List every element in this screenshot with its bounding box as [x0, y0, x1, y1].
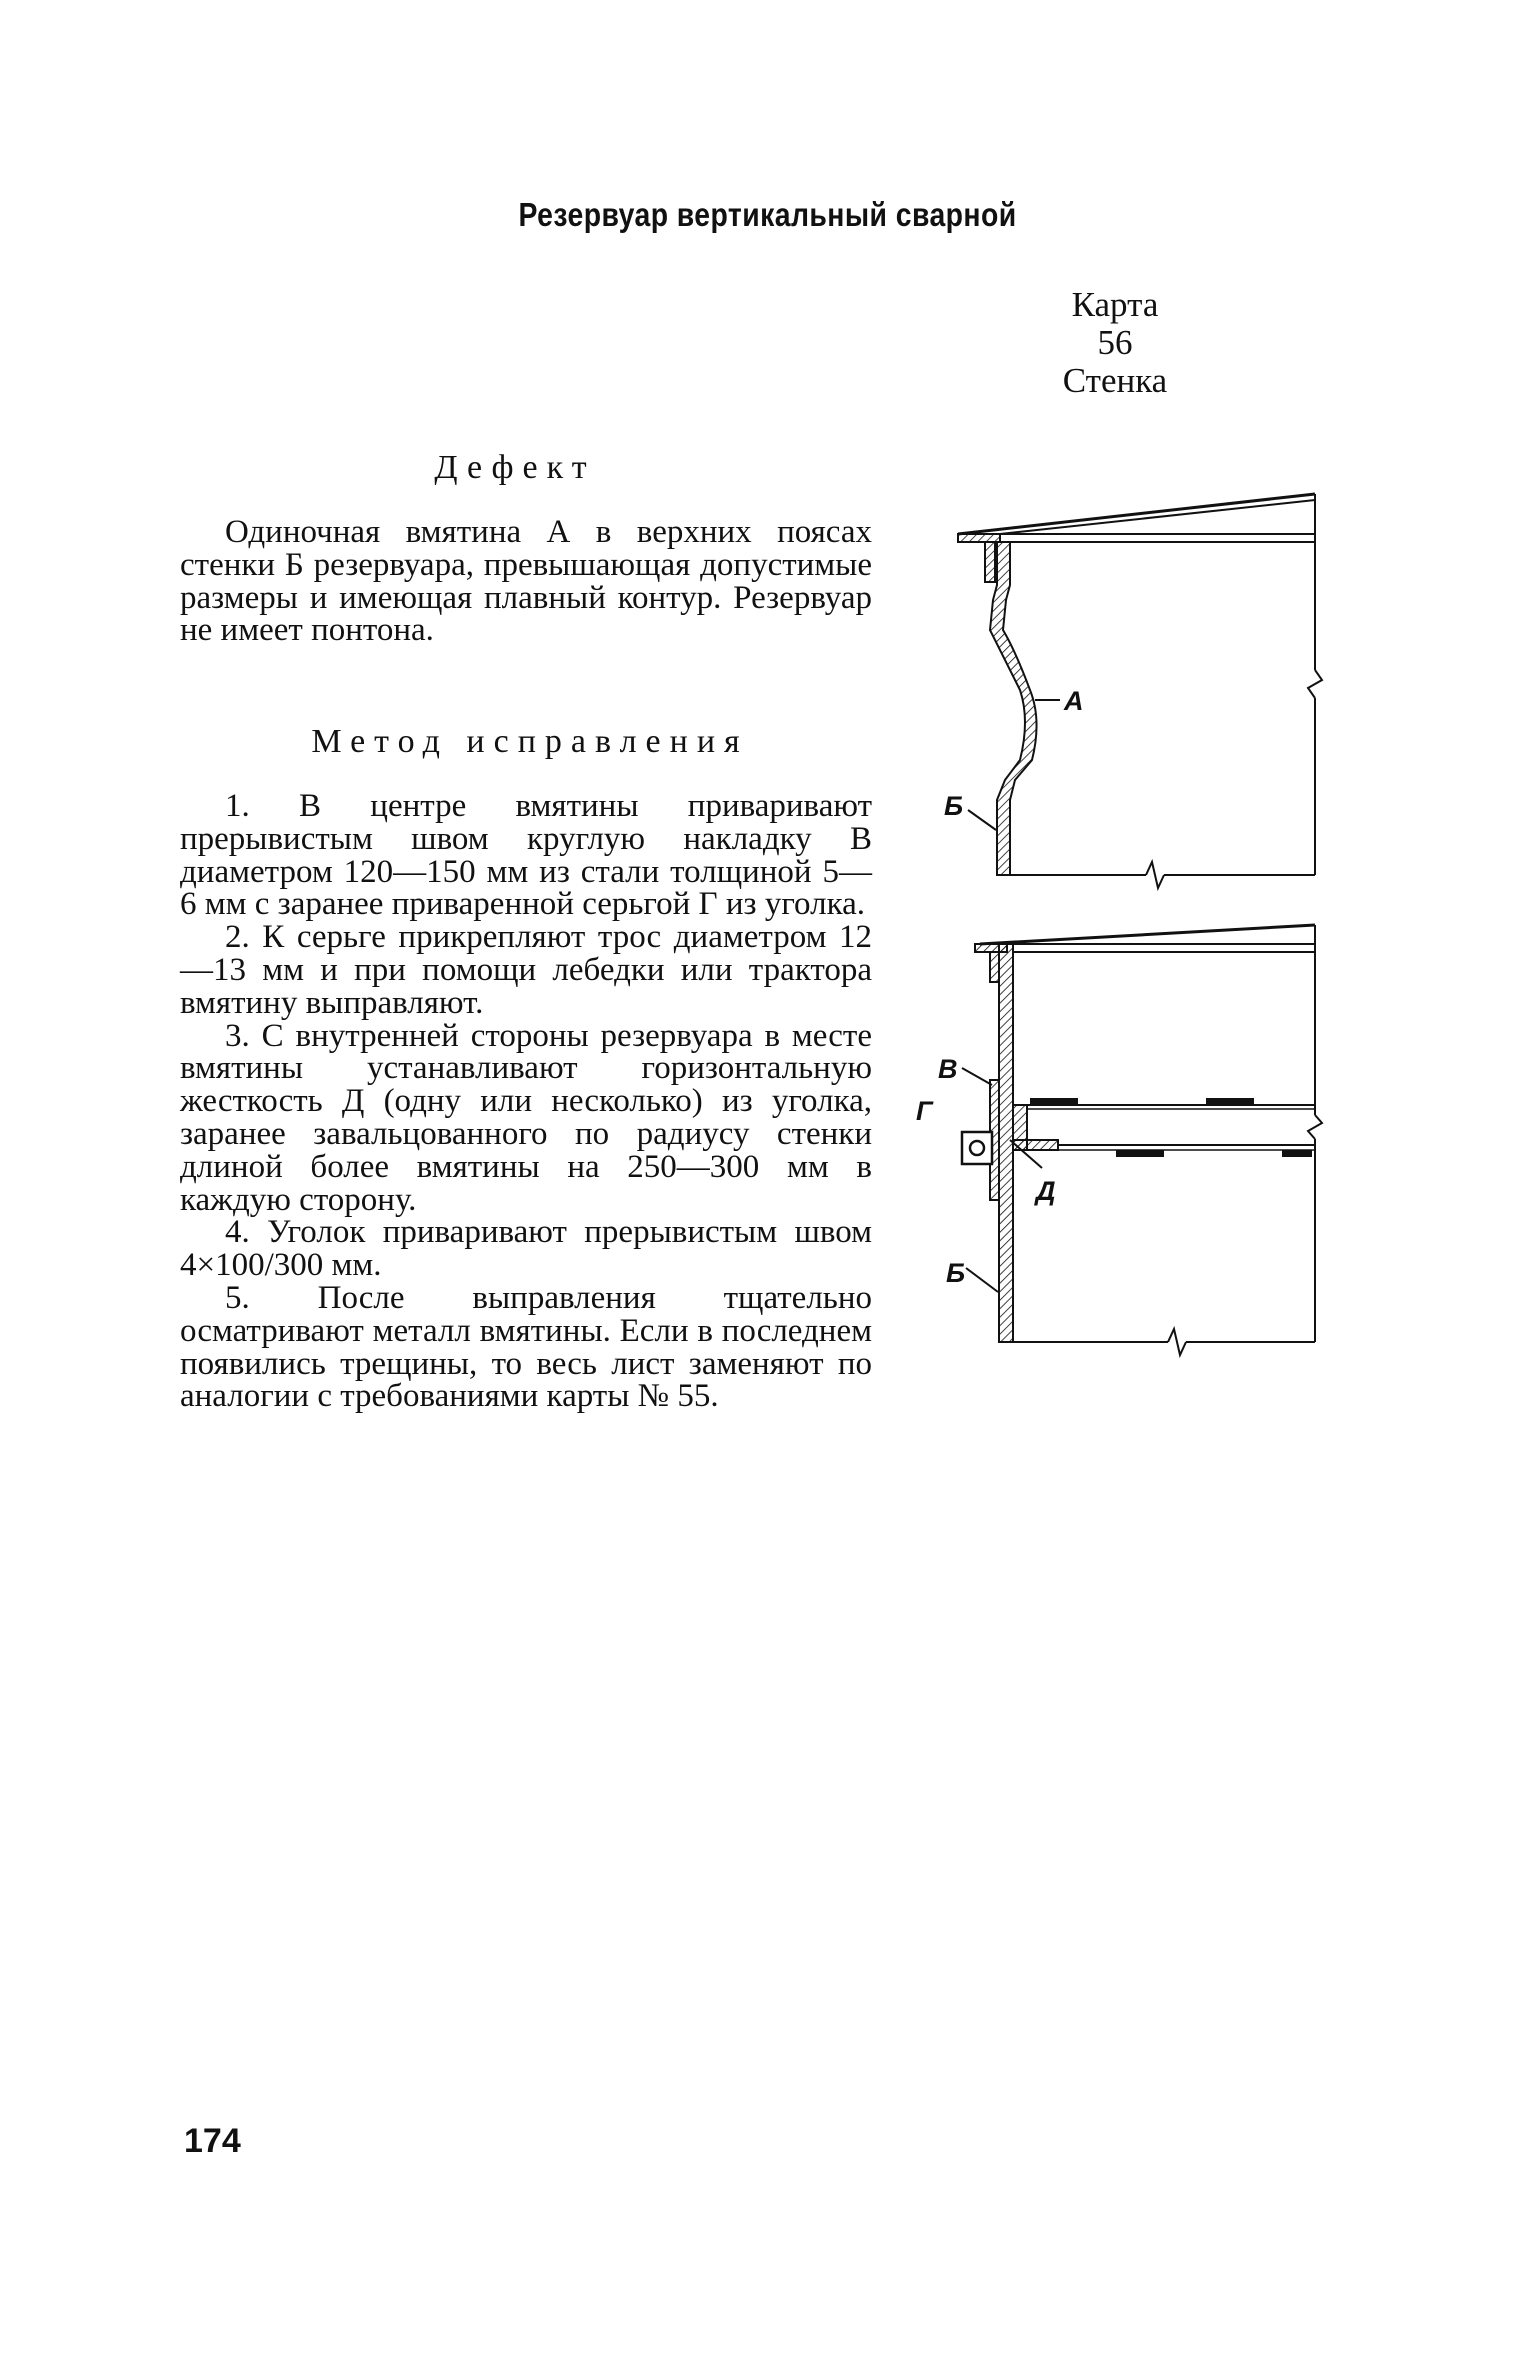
weld-mark: [1116, 1150, 1164, 1157]
step-4: 4. Уголок приваривают прерывистым швом 4×100/300 мм.: [180, 1214, 872, 1284]
step-2: 2. К серьге прикрепляют трос диаметром 12—13 мм и при помощи лебедки или трактора вмятину выправляют.: [180, 919, 872, 1021]
label-dent: А: [1064, 686, 1084, 716]
break-mark: [1308, 670, 1322, 698]
page-title: Резервуар вертикальный сварной: [518, 196, 1017, 233]
break-mark: [1308, 1115, 1322, 1139]
figure-repair: [916, 910, 1350, 1370]
defect-description: [180, 516, 872, 647]
tank-wall: [990, 542, 1037, 875]
card-label: [1050, 286, 1180, 400]
defect-heading: Дефект: [434, 449, 596, 486]
label-wall: Б: [944, 791, 964, 821]
method-heading: Метод исправления: [311, 723, 749, 760]
leader-line: [966, 1268, 998, 1292]
method-steps: [180, 790, 872, 1413]
top-angle: [985, 542, 995, 582]
roof-line: [958, 494, 1315, 534]
break-mark: [1146, 862, 1164, 888]
lug-angle: [962, 1132, 992, 1164]
step-1: 1. В центре вмятины приваривают прерывистым швом круглую накладку В диаметром 120—150 мм из стали толщиной 5—6 мм с заранее приваренной серьгой Г из уголка.: [180, 788, 872, 923]
tank-wall: [999, 944, 1013, 1342]
label-stiffener: Д: [1036, 1176, 1056, 1206]
label-lug: Г: [916, 1096, 933, 1126]
weld-mark: [1030, 1098, 1078, 1105]
roof-line: [1000, 500, 1315, 534]
roof-line: [980, 925, 1315, 944]
defect-paragraph: Одиночная вмятина А в верхних поясах стенки Б резервуара, превышающая допустимые размеры и имеющая плавный контур. Резервуар не имеет понтона.: [180, 514, 872, 649]
weld-mark: [1282, 1150, 1312, 1157]
label-wall: Б: [946, 1258, 966, 1288]
label-patch: В: [938, 1054, 958, 1084]
card-number: Карта 56: [1071, 285, 1159, 362]
leader-line: [962, 1068, 992, 1085]
figure-dent: [930, 480, 1350, 900]
leader-line: [968, 810, 996, 830]
step-3: 3. С внутренней стороны резервуара в месте вмятины устанавливают горизонтальную жесткость Д (одну или несколько) из уголка, заранее завальцованного по радиусу стенки длиной более вмятины на 250—300 мм в каждую сторону.: [180, 1017, 872, 1218]
page-number: 174: [184, 2122, 241, 2160]
step-5: 5. После выправления тщательно осматривают металл вмятины. Если в последнем появились трещины, то весь лист заменяют по аналогии с требованиями карты № 55.: [180, 1279, 872, 1415]
top-angle: [990, 952, 999, 982]
card-subject: Стенка: [1062, 361, 1168, 400]
break-mark: [1168, 1329, 1186, 1355]
top-angle: [958, 534, 1000, 542]
weld-mark: [1206, 1098, 1254, 1105]
